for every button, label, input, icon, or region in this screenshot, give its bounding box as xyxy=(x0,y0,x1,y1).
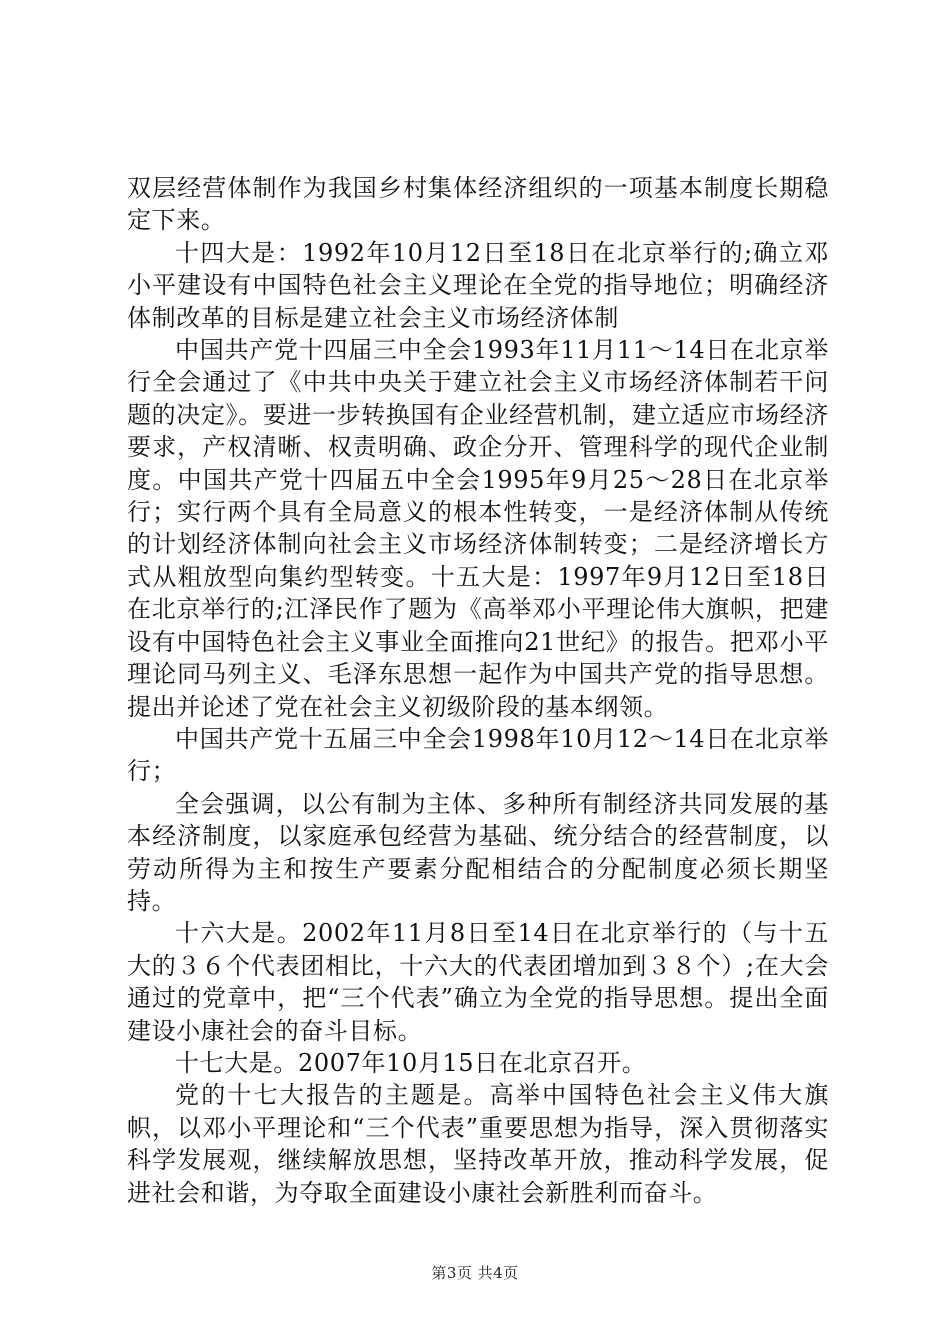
document-body xyxy=(127,172,829,1209)
paragraph-17th-report-theme: 党的十七大报告的主题是。高举中国特色社会主义伟大旗帜，以邓小平理论和“三个代表”重要思想为指导，深入贯彻落实科学发展观，继续解放思想，坚持改革开放，推动科学发展，促进社会和谐，为夺取全面建设小康社会新胜利而奋斗。 xyxy=(127,1081,829,1207)
paragraph-16th-congress: 十六大是。2002年11月8日至14日在北京举行的（与十五大的３６个代表团相比，十六大的代表团增加到３８个）;在大会通过的党章中，把“三个代表”确立为全党的指导思想。提出全面建设小康社会的奋斗目标。 xyxy=(127,919,829,1045)
paragraph-14th-congress: 十四大是：1992年10月12日至18日在北京举行的;确立邓小平建设有中国特色社会主义理论在全党的指导地位；明确经济体制改革的目标是建立社会主义市场经济体制 xyxy=(127,238,829,332)
page-footer xyxy=(0,1262,950,1283)
page-number: 第3页 共4页 xyxy=(431,1264,519,1282)
paragraph-14th-plenums: 中国共产党十四届三中全会1993年11月11～14日在北京举行全会通过了《中共中央关于建立社会主义市场经济体制若干问题的决定》。要进一步转换国有企业经营机制，建立适应市场经济要求，产权清晰、权责明确、政企分开、管理科学的现代企业制度。中国共产党十四届五中全会1995年9月25～28日在北京举行；实行两个具有全局意义的根本性转变，一是经济体制从传统的计划经济体制向社会主义市场经济体制转变；二是经济增长方式从粗放型向集约型转变。十五大是：1997年9月12日至18日在北京举行的;江泽民作了题为《高举邓小平理论伟大旗帜，把建设有中国特色社会主义事业全面推向21世纪》的报告。把邓小平理论同马列主义、毛泽东思想一起作为中国共产党的指导思想。提出并论述了党在社会主义初级阶段的基本纲领。 xyxy=(127,336,829,721)
paragraph-17th-congress: 十七大是。2007年10月15日在北京召开。 xyxy=(175,1048,647,1077)
paragraph-15th-third-plenum: 中国共产党十五届三中全会1998年10月12～14日在北京举行； xyxy=(127,724,829,786)
paragraph-continued: 双层经营体制作为我国乡村集体经济组织的一项基本制度长期稳定下来。 xyxy=(127,174,829,235)
paragraph-plenum-emphasis: 全会强调，以公有制为主体、多种所有制经济共同发展的基本经济制度，以家庭承包经营为基础、统分结合的经营制度，以劳动所得为主和按生产要素分配相结合的分配制度必须长期坚持。 xyxy=(127,789,829,915)
